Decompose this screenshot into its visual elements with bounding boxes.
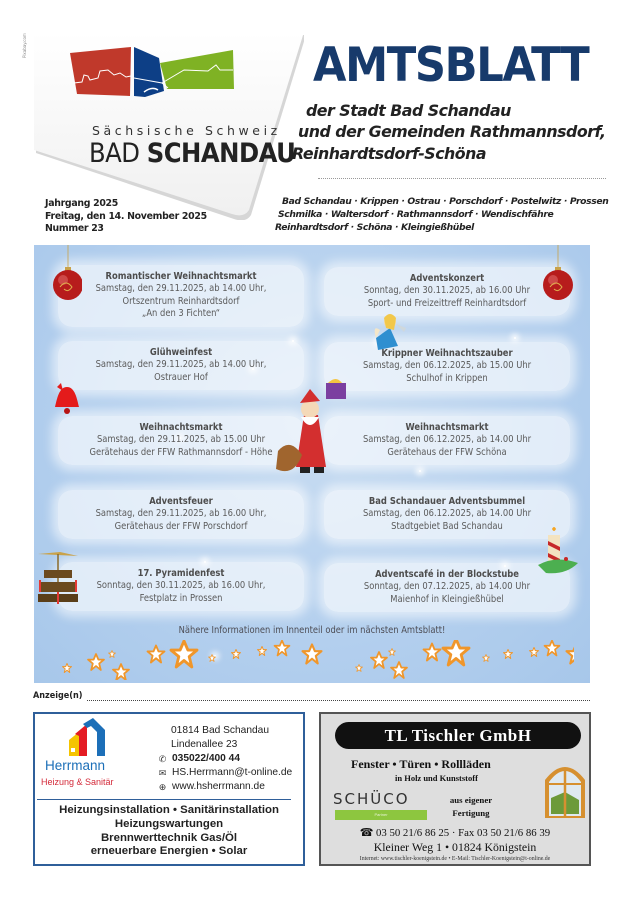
address-line: 01814 Bad Schandau — [171, 725, 269, 736]
event-date: Samstag, den 29.11.2025, ab 14.00 Uhr, — [95, 359, 267, 371]
photo-credit: Pixabay.com — [22, 33, 27, 58]
logo-card — [34, 20, 304, 220]
event-date: Sonntag, den 30.11.2025, ab 16.00 Uhr — [363, 285, 531, 297]
event-location: Schulhof in Krippen — [406, 372, 488, 384]
event-date: Samstag, den 06.12.2025, ab 14.00 Uhr — [362, 508, 532, 520]
logo-town-name — [89, 138, 295, 169]
event-date: Sonntag, den 07.12.2025, ab 14.00 Uhr — [363, 581, 531, 593]
subtitle-line-2: und der Gemeinden Rathmannsdorf, — [298, 122, 606, 141]
advent-candle-icon — [536, 525, 580, 577]
herrmann-contact — [157, 752, 292, 794]
event-date: Sonntag, den 30.11.2025, ab 16.00 Uhr, — [96, 580, 266, 592]
issue-year: Jahrgang 2025 — [45, 198, 118, 209]
issue-info — [45, 198, 207, 236]
sparkle-decoration — [419, 470, 421, 472]
herrmann-brand: Herrmann — [45, 758, 106, 773]
mail-icon: ✉ — [158, 768, 167, 778]
event-date: Samstag, den 06.12.2025, ab 15.00 Uhr — [362, 360, 532, 372]
event-location: Sport- und Freizeittreff Reinhardtsdorf — [367, 297, 527, 309]
event-title: Weihnachtsmarkt — [405, 422, 489, 433]
event-title: Glühweinfest — [149, 347, 213, 358]
event-card — [58, 341, 304, 390]
ads-divider — [87, 700, 590, 701]
window-icon — [542, 758, 588, 820]
event-card — [324, 267, 570, 316]
event-location: Gerätehaus der FFW Rathmannsdorf - Höhe — [89, 446, 273, 458]
event-card — [58, 490, 304, 539]
own-production — [435, 794, 507, 820]
places-line-1: Bad Schandau · Krippen · Ostrau · Porschdorf · Postelwitz · Prossen — [282, 196, 609, 207]
event-location: Gerätehaus der FFW Schöna — [387, 446, 507, 458]
service-line: Heizungswartungen — [114, 817, 224, 830]
event-date: Samstag, den 29.11.2025, ab 14.00 Uhr, — [95, 283, 267, 295]
sparkle-decoration — [514, 337, 516, 339]
herrmann-phone[interactable]: 035022/400 44 — [172, 753, 240, 764]
herrmann-ad[interactable] — [33, 712, 305, 866]
event-title: Bad Schandauer Adventsbummel — [368, 496, 526, 507]
logo-region-text: Sächsische Schweiz — [92, 123, 281, 138]
event-extra: „An den 3 Fichten“ — [141, 308, 221, 320]
event-date: Samstag, den 29.11.2025, ab 16.00 Uhr, — [95, 508, 267, 520]
herrmann-web[interactable]: www.hsherrmann.de — [172, 781, 265, 792]
masthead-title: AMTSBLATT — [313, 38, 589, 93]
tischler-web-email[interactable]: Internet: www.tischler-koenigstein.de • E-Mail: Tischler-Koenigstein@t-online.de — [359, 856, 551, 862]
tischler-products: Fenster • Türen • Rollläden — [351, 757, 491, 771]
service-line: Heizungsinstallation • Sanitärinstallation — [59, 804, 279, 816]
christmas-ornament-icon — [46, 245, 82, 309]
event-title: Krippner Weihnachtszauber — [381, 348, 513, 359]
tischler-address: Kleiner Weg 1 • 01824 Königstein — [373, 840, 537, 854]
tischler-material: in Holz und Kunststoff — [395, 773, 478, 783]
event-card — [324, 490, 570, 539]
herrmann-email[interactable]: HS.Herrmann@t-online.de — [172, 767, 293, 778]
star-garland-icon — [54, 640, 574, 680]
tischler-ad[interactable] — [319, 712, 591, 866]
places-line-2: Schmilka · Waltersdorf · Rathmannsdorf · Wendischfähre — [278, 209, 554, 220]
subtitle-line-1: der Stadt Bad Schandau — [306, 101, 511, 120]
own-production-line: Fertigung — [452, 808, 490, 818]
ads-section-label: Anzeige(n) — [33, 691, 83, 701]
bad-schandau-logo-icon — [34, 20, 304, 110]
service-line: Brennwerttechnik Gas/Öl — [100, 831, 238, 844]
event-card — [58, 416, 304, 465]
event-card — [324, 563, 570, 612]
event-card — [324, 416, 570, 465]
event-location: Maienhof in Kleingießhübel — [390, 593, 504, 605]
address-line: Lindenallee 23 — [171, 739, 238, 750]
event-title: Romantischer Weihnachtsmarkt — [105, 271, 257, 282]
places-line-3: Reinhardtsdorf · Schöna · Kleingießhübel — [275, 222, 474, 233]
herrmann-address — [171, 724, 269, 752]
schuco-logo: SCHÜCO — [333, 790, 410, 808]
event-card — [58, 562, 304, 611]
santa-claus-icon — [270, 377, 360, 487]
event-location: Festplatz in Prossen — [139, 592, 223, 604]
bell-icon — [49, 381, 85, 419]
herrmann-divider — [37, 799, 291, 800]
own-production-line: aus eigener — [449, 795, 493, 805]
schuco-partner-badge: Partner — [335, 810, 427, 820]
event-title: Weihnachtsmarkt — [139, 422, 223, 433]
logo-town-bold: SCHANDAU — [146, 138, 296, 169]
issue-date: Freitag, den 14. November 2025 — [45, 210, 207, 222]
logo-town-light: BAD — [89, 138, 140, 169]
event-location: Ostrauer Hof — [154, 371, 208, 383]
event-date: Samstag, den 29.11.2025, ab 15.00 Uhr — [96, 434, 266, 446]
event-location: Gerätehaus der FFW Porschdorf — [114, 520, 248, 532]
house-logo-icon — [65, 718, 109, 760]
globe-icon: ⊕ — [158, 782, 167, 792]
event-card — [58, 265, 304, 327]
event-title: 17. Pyramidenfest — [137, 568, 225, 579]
event-location: Ortszentrum Reinhardtsdorf — [122, 295, 240, 307]
event-card — [324, 342, 570, 391]
tischler-name: TL Tischler GmbH — [335, 722, 581, 749]
event-title: Adventsfeuer — [149, 496, 213, 507]
phone-icon: ✆ — [158, 754, 167, 764]
event-date: Samstag, den 06.12.2025, ab 14.00 Uhr — [362, 434, 532, 446]
subtitle-line-3: Reinhardtsdorf-Schöna — [292, 144, 487, 163]
christmas-ornament-icon — [540, 245, 576, 309]
angel-icon — [370, 310, 410, 354]
events-note: Nähere Informationen im Innenteil oder im nächsten Amtsblatt! — [178, 625, 446, 636]
tischler-phone-fax[interactable]: ☎ 03 50 21/6 86 25 · Fax 03 50 21/6 86 39 — [359, 827, 551, 839]
events-panel — [34, 245, 590, 683]
header-divider — [318, 178, 606, 179]
event-title: Adventskonzert — [409, 273, 485, 284]
herrmann-services — [35, 804, 303, 859]
herrmann-brand-sub: Heizung & Sanitär — [41, 777, 114, 787]
service-line: erneuerbare Energien • Solar — [90, 845, 248, 858]
event-title: Adventscafé in der Blockstube — [375, 569, 519, 580]
christmas-pyramid-icon — [34, 550, 82, 606]
event-location: Stadtgebiet Bad Schandau — [391, 520, 503, 532]
issue-number: Nummer 23 — [45, 223, 104, 235]
